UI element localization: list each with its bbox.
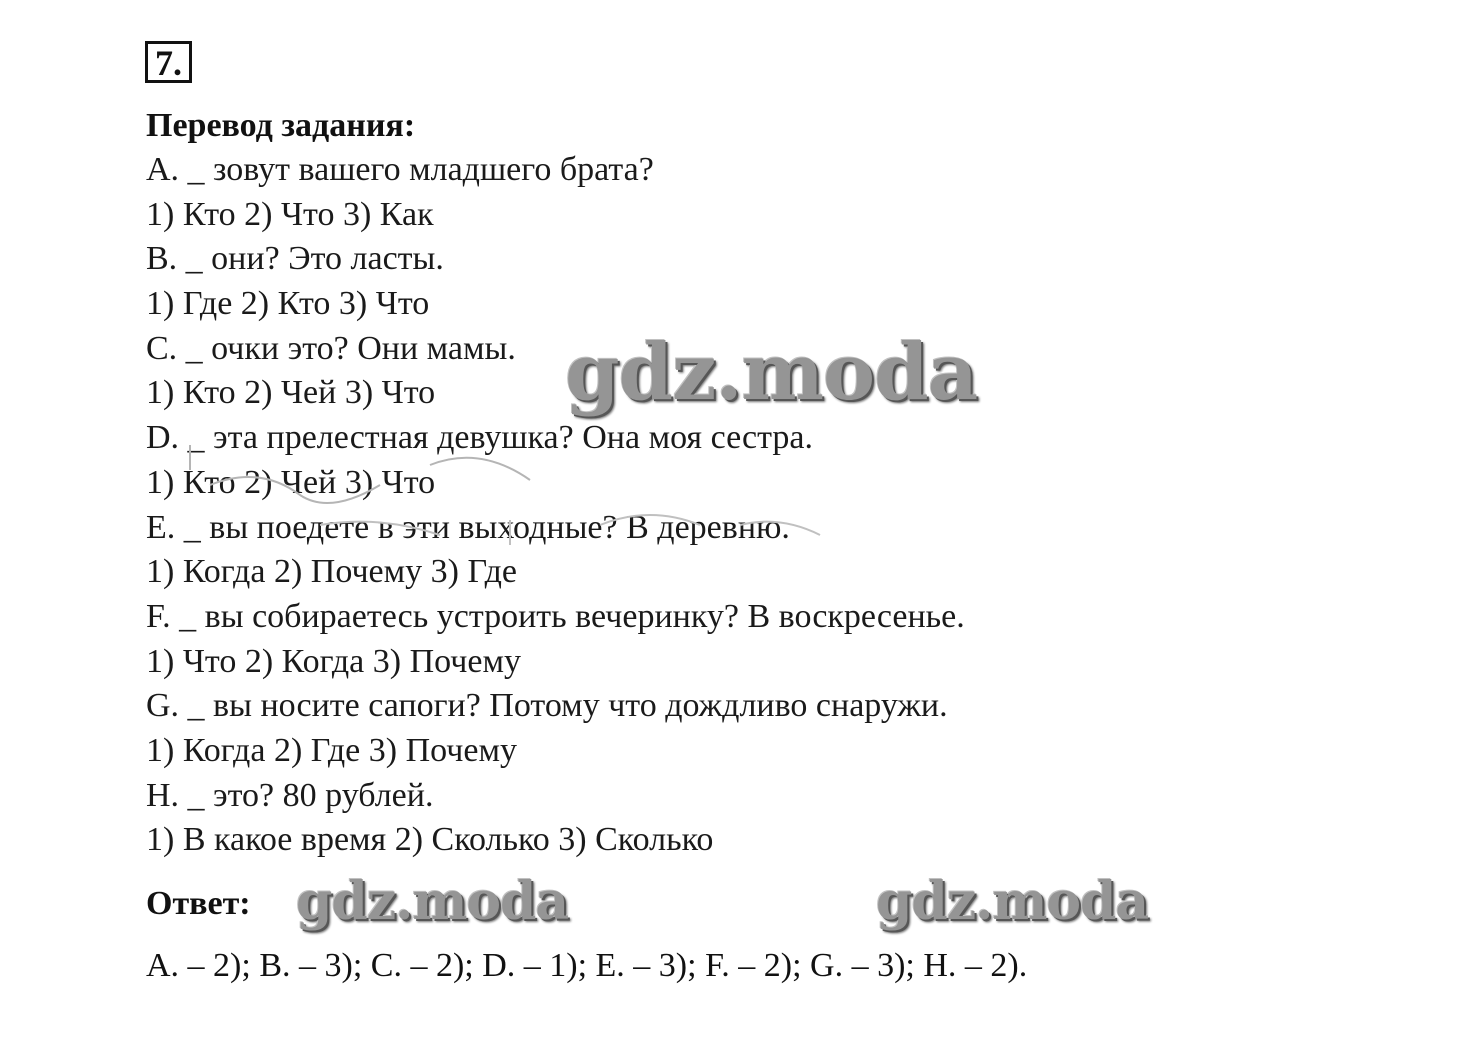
line-h-question: H. _ это? 80 рублей.: [146, 776, 434, 814]
watermark-logo-right: gdz.moda: [876, 871, 1149, 932]
answer-label: Ответ:: [146, 885, 251, 922]
line-a-options: 1) Кто 2) Что 3) Как: [146, 195, 434, 233]
task-heading: Перевод задания:: [146, 107, 416, 144]
line-d-options: 1) Кто 2) Чей 3) Что: [146, 463, 436, 501]
line-f-options: 1) Что 2) Когда 3) Почему: [146, 642, 521, 680]
line-g-question: G. _ вы носите сапоги? Потому что дождливо снаружи.: [146, 687, 948, 725]
line-b-options: 1) Где 2) Кто 3) Что: [146, 285, 430, 323]
line-d-question: D. _ эта прелестная девушка? Она моя сестра.: [146, 419, 813, 457]
line-g-options: 1) Когда 2) Где 3) Почему: [146, 731, 517, 769]
watermark-logo-main: gdz.moda: [565, 327, 978, 418]
line-e-options: 1) Когда 2) Почему 3) Где: [146, 553, 517, 591]
watermark-logo-left: gdz.moda: [296, 871, 569, 932]
line-e-question: E. _ вы поедете в эти выходные? В деревню.: [146, 508, 790, 546]
line-f-question: F. _ вы собираетесь устроить вечеринку? В воскресенье.: [146, 597, 965, 635]
line-b-question: B. _ они? Это ласты.: [146, 240, 444, 278]
line-c-options: 1) Кто 2) Чей 3) Что: [146, 374, 436, 412]
task-number: 7.: [145, 41, 192, 83]
line-a-question: A. _ зовут вашего младшего брата?: [146, 151, 654, 188]
answer-text: A. – 2); B. – 3); C. – 2); D. – 1); E. – 3); F. – 2); G. – 3); H. – 2).: [146, 947, 1028, 984]
line-c-question: C. _ очки это? Они мамы.: [146, 329, 516, 367]
task-lines: [146, 148, 965, 863]
line-h-options: 1) В какое время 2) Сколько 3) Сколько: [146, 821, 714, 859]
